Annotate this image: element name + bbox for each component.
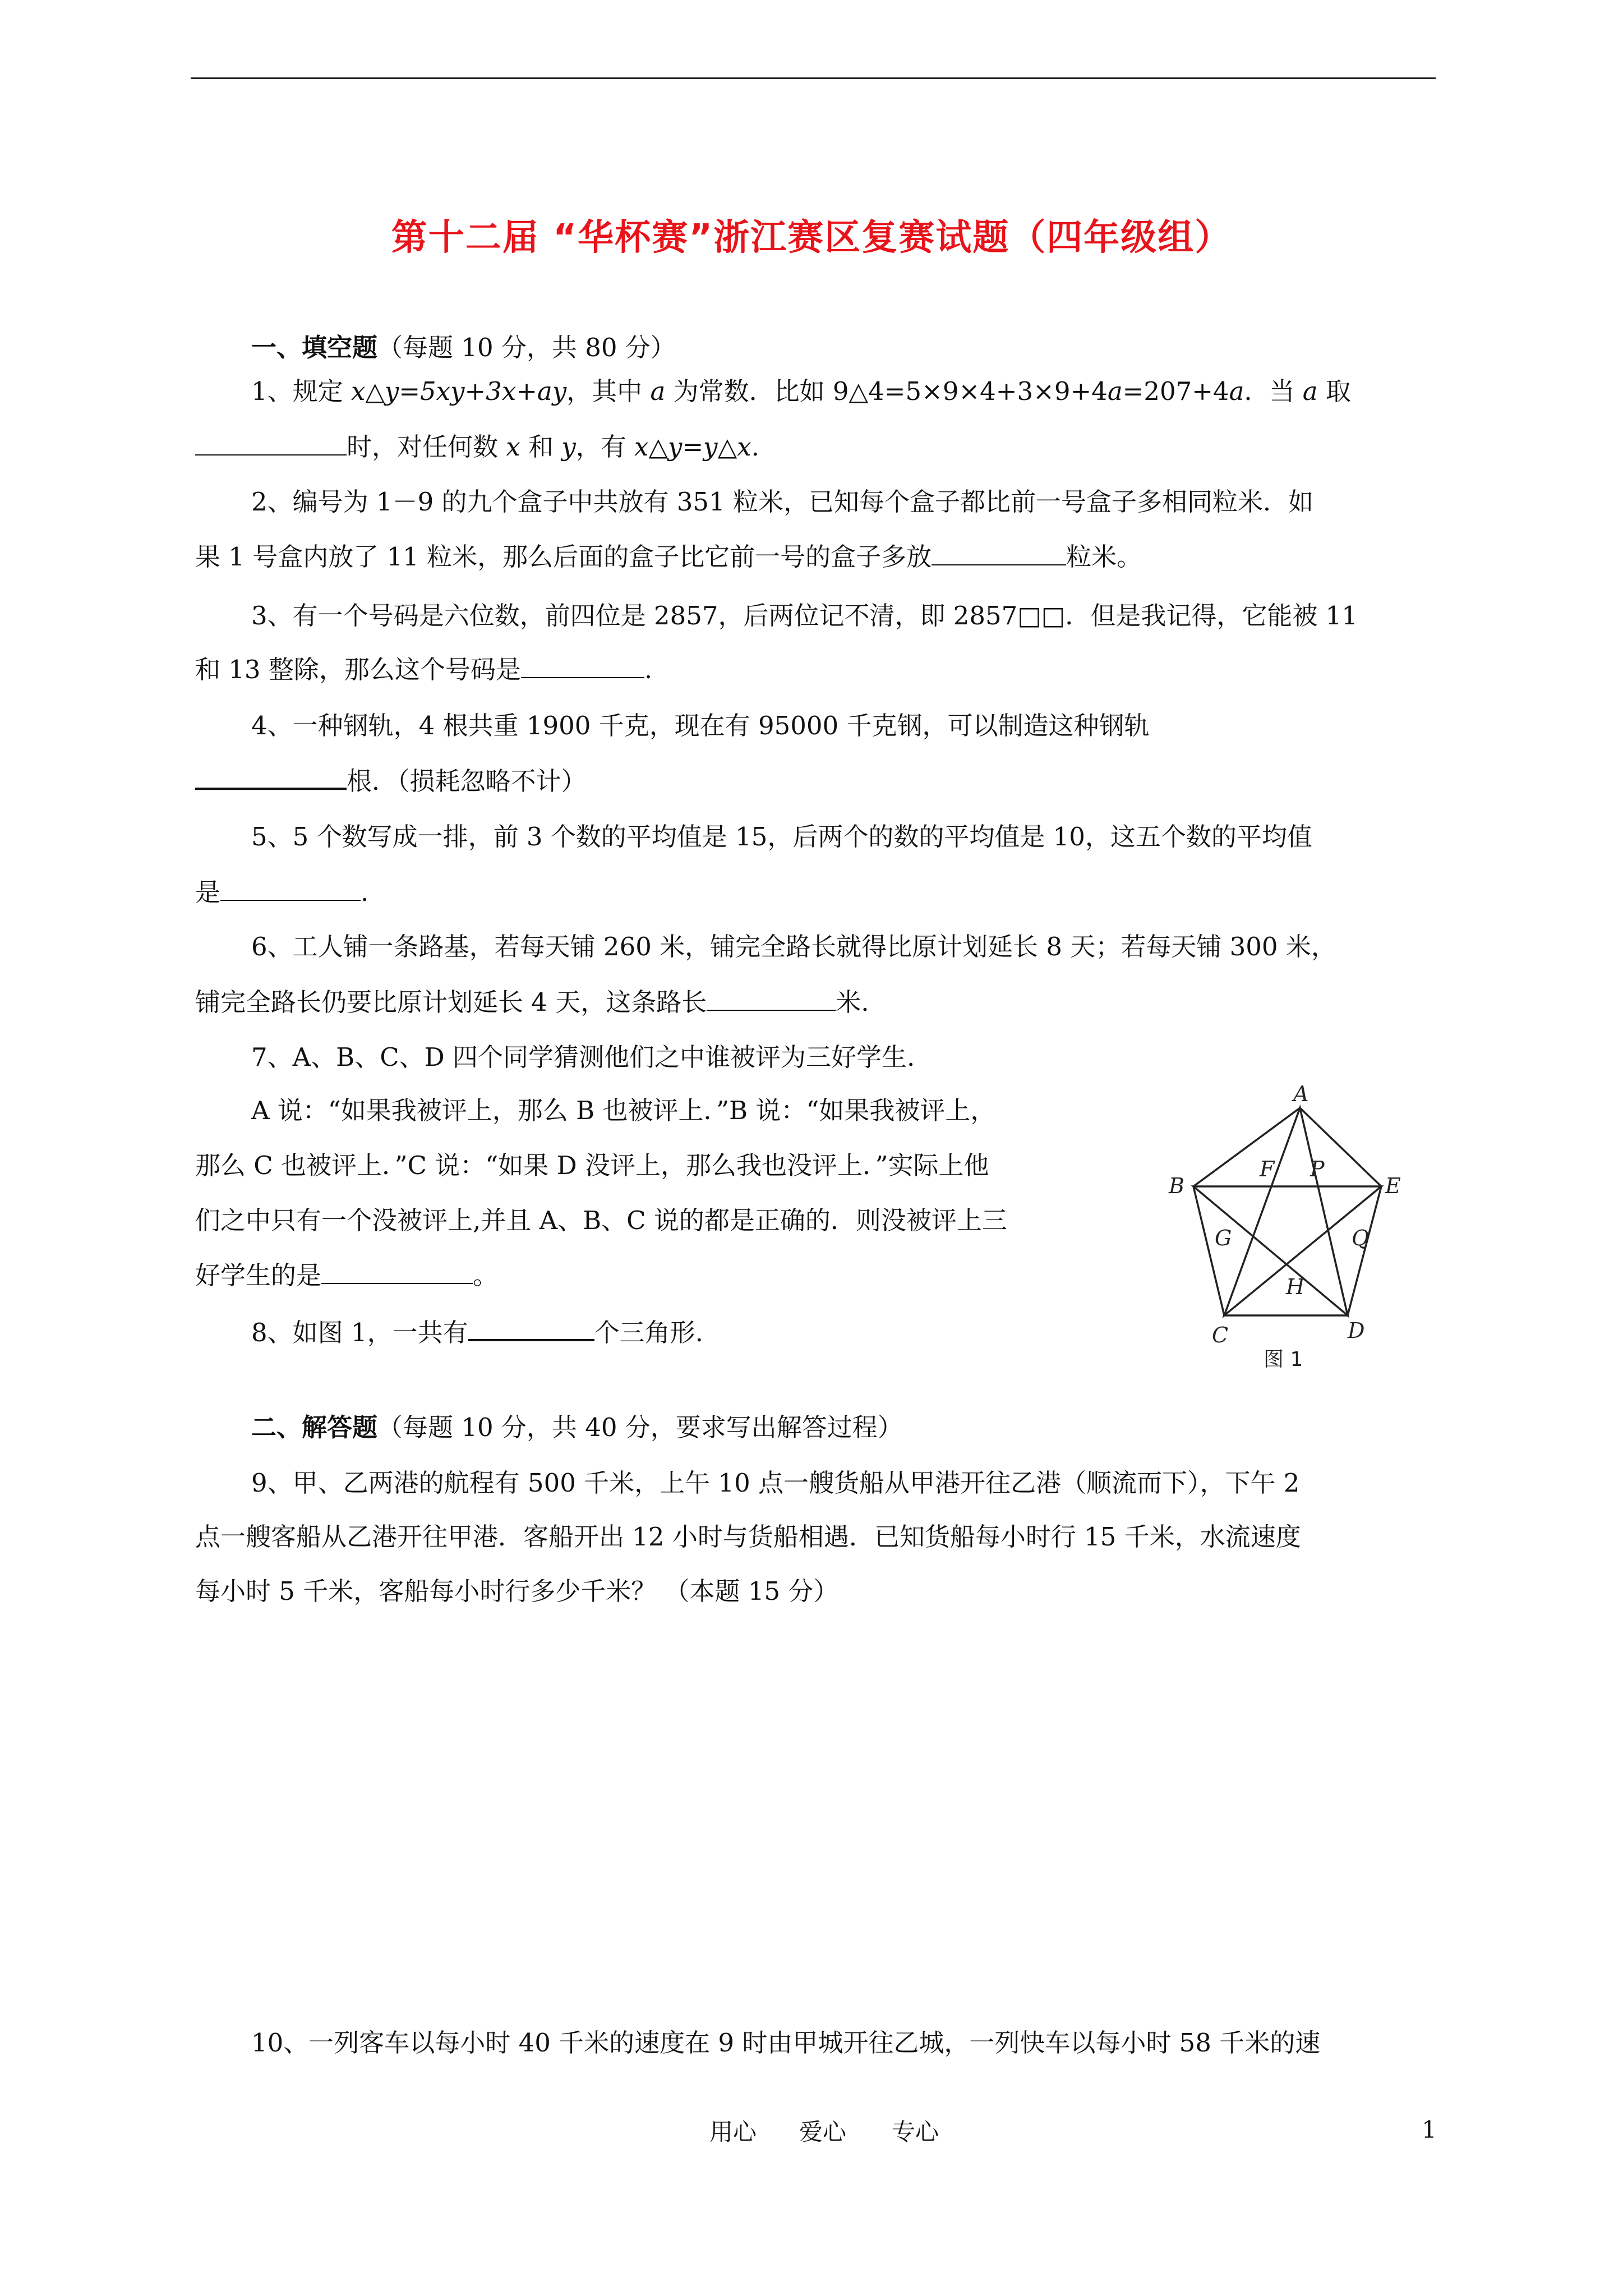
header-rule [191, 77, 1436, 79]
q1-var: y [561, 432, 576, 462]
footer-word-2: 爱心 [799, 2118, 847, 2146]
answer-blank-4[interactable] [195, 763, 347, 790]
q1-text: 和 [520, 432, 562, 462]
question-9-line-3: 每小时 5 千米，客船每小时行多少千米？ （本题 15 分） [195, 1576, 839, 1606]
question-9-line-2: 点一艘客船从乙港开往甲港．客船开出 12 小时与货船相遇．已知货船每小时行 15 千米，水流速度 [195, 1522, 1301, 1552]
pentagram-diagram [1132, 1074, 1423, 1377]
q1-var: x [506, 432, 520, 462]
question-3-line-1: 3、有一个号码是六位数，前四位是 2857，后两位记不清，即 2857□□．但是我记得，它能被 11 [251, 601, 1358, 631]
q2-text: 粒米。 [1066, 542, 1142, 572]
question-9-line-1: 9、甲、乙两港的航程有 500 千米，上午 10 点一艘货船从甲港开往乙港（顺流而下），下午 2 [251, 1468, 1300, 1498]
q3-text: 和 13 整除，那么这个号码是 [195, 655, 521, 684]
q2-text: 果 1 号盒内放了 11 粒米，那么后面的盒子比它前一号的盒子多放 [195, 542, 932, 572]
q7-text: 。 [473, 1260, 499, 1290]
q1-text: 为常数．比如 9△4=5×9×4+3×9+4 [665, 376, 1108, 406]
question-2-line-2 [195, 540, 1142, 574]
vertex-label-b: B [1169, 1174, 1184, 1198]
q3-text: . [644, 655, 653, 684]
q8-text: 个三角形. [594, 1318, 703, 1347]
q7-text: 好学生的是 [195, 1260, 322, 1290]
question-7-line-3: 那么 C 也被评上．”C 说：“如果 D 没评上，那么我也没评上．”实际上他 [195, 1151, 989, 1180]
question-7-line-4: 们之中只有一个没被评上,并且 A、B、C 说的都是正确的．则没被评上三 [195, 1205, 1007, 1235]
q1-text: 时，对任何数 [347, 432, 506, 462]
q4-text: 根．（损耗忽略不计） [347, 766, 587, 796]
q1-var: a [1302, 376, 1318, 406]
section-2-heading: 二、解答题 [251, 1412, 378, 1442]
vertex-label-a: A [1293, 1082, 1309, 1106]
q1-text: ，有 [575, 432, 635, 462]
q1-text: ，其中 [566, 376, 651, 406]
question-7-line-5 [195, 1258, 498, 1292]
point-label-p: P [1310, 1157, 1325, 1181]
figure-caption: 图 1 [1264, 1348, 1303, 1371]
question-1-line-2 [195, 430, 759, 464]
footer-word-3: 专心 [892, 2118, 939, 2146]
question-3-line-2 [195, 652, 652, 687]
answer-blank-8[interactable] [468, 1314, 594, 1341]
q8-text: 8、如图 1，一共有 [251, 1318, 468, 1347]
q6-text: 铺完全路长仍要比原计划延长 4 天，这条路长 [195, 987, 707, 1017]
answer-blank-7[interactable] [321, 1258, 473, 1284]
section-1-note: （每题 10 分，共 80 分） [377, 333, 676, 362]
question-5-line-2 [195, 875, 368, 909]
q5-text: . [361, 877, 369, 907]
question-4-line-1: 4、一种钢轨，4 根共重 1900 千克，现在有 95000 千克钢，可以制造这种钢轨 [251, 711, 1150, 740]
q1-text: =207+4 [1122, 376, 1229, 406]
answer-blank-2[interactable] [932, 540, 1066, 565]
q6-text: 米. [836, 987, 869, 1017]
page-title: 第十二届 “华杯赛”浙江赛区复赛试题（四年级组） [391, 217, 1232, 259]
question-5-line-1: 5、5 个数写成一排，前 3 个数的平均值是 15，后两个的数的平均值是 10，这五个数的平均值 [251, 822, 1312, 852]
question-8-line-1 [251, 1314, 703, 1350]
footer-word-1: 用心 [709, 2118, 757, 2146]
q1-text: 取 [1317, 376, 1351, 406]
answer-blank-1[interactable] [195, 430, 347, 455]
q1-text: 1、规定 [251, 376, 351, 406]
answer-blank-5[interactable] [220, 875, 361, 901]
point-label-h: H [1286, 1274, 1305, 1299]
question-10-line-1: 10、一列客车以每小时 40 千米的速度在 9 时由甲城开往乙城，一列快车以每小时 58 千米的速 [251, 2028, 1321, 2058]
q1-formula: x△y=5xy+3x+ay [351, 376, 567, 406]
question-7-line-2: A 说：“如果我被评上，那么 B 也被评上．”B 说：“如果我被评上， [251, 1096, 996, 1125]
q1-text: ．当 [1244, 376, 1303, 406]
vertex-label-d: D [1348, 1318, 1365, 1343]
q1-text: . [751, 432, 759, 462]
question-1-line-1 [251, 375, 1351, 408]
q1-var: a [1229, 376, 1244, 406]
point-label-g: G [1215, 1226, 1232, 1250]
question-4-line-2 [195, 763, 587, 798]
point-label-q: Q [1352, 1226, 1370, 1250]
page-number: 1 [1422, 2116, 1437, 2143]
q1-formula: x△y=y△x [634, 432, 751, 462]
section-1-header [251, 331, 676, 365]
question-2-line-1: 2、编号为 1－9 的九个盒子中共放有 351 粒米，已知每个盒子都比前一号盒子多相同粒米．如 [251, 487, 1314, 517]
pentagram-figure [1132, 1074, 1423, 1377]
answer-blank-3[interactable] [521, 652, 644, 678]
section-2-header [251, 1411, 903, 1444]
q5-text: 是 [195, 877, 221, 907]
question-6-line-2 [195, 985, 869, 1019]
section-2-note: （每题 10 分，共 40 分，要求写出解答过程） [377, 1412, 903, 1442]
section-1-heading: 一、填空题 [251, 333, 378, 362]
point-label-f: F [1260, 1157, 1275, 1181]
q1-var: a [650, 376, 666, 406]
answer-blank-6[interactable] [707, 985, 836, 1011]
question-7-line-1: 7、A、B、C、D 四个同学猜测他们之中谁被评为三好学生. [251, 1042, 915, 1072]
question-6-line-1: 6、工人铺一条路基，若每天铺 260 米，铺完全路长就得比原计划延长 8 天；若每天铺 300 米， [251, 932, 1336, 961]
vertex-label-c: C [1212, 1323, 1229, 1347]
q1-var: a [1107, 376, 1123, 406]
vertex-label-e: E [1385, 1174, 1401, 1198]
